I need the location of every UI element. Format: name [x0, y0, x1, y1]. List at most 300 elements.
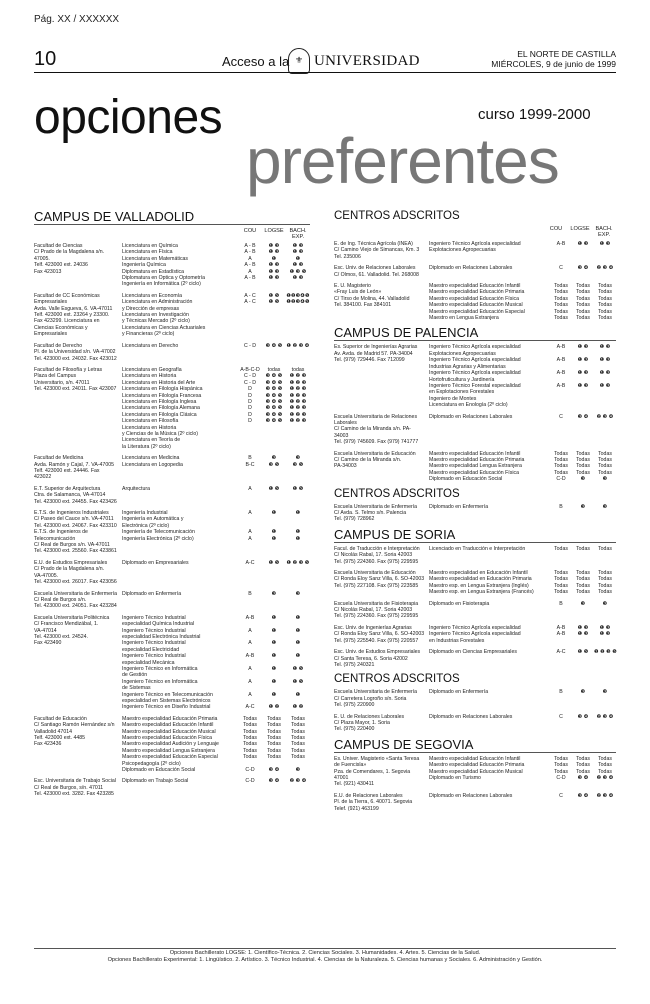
- center-line: E. U. de Relaciones Laborales: [334, 713, 405, 720]
- logse-options: ❸ ❺: [268, 461, 280, 468]
- center-line: PA-34003: [334, 463, 357, 470]
- degree-row: [429, 546, 616, 552]
- degree-name: Licenciatura en Filología Clásica: [122, 411, 197, 418]
- logse-options: ❶ ❸: [577, 382, 589, 389]
- bach-options: ❶ ❷ ❸: [289, 418, 307, 425]
- logse-options: ❶ ❸: [577, 241, 589, 247]
- degree-list: [122, 560, 310, 586]
- degree-name: Maestro especialidad Educación Infantil: [429, 755, 521, 762]
- degree-name: y Técnicas Mercado (2º ciclo): [122, 318, 190, 325]
- center-line: Facultad de Derecho: [34, 342, 83, 349]
- bach-options: ❶ ❸: [599, 631, 611, 638]
- logse-options: Todas: [576, 469, 590, 476]
- cou-options: A-B: [556, 344, 566, 351]
- list-soria: [334, 546, 616, 669]
- center-entry: [334, 689, 616, 708]
- degree-name: Maestro especialidad Educación Física: [122, 735, 212, 742]
- logse-options: ❶ ❸: [268, 243, 280, 249]
- center-line: Tel. 423000 ext. 3282. Fax 423285: [34, 791, 114, 798]
- cou-options: Todas: [243, 741, 257, 748]
- degree-name: Diplomado en Relaciones Laborales: [429, 792, 513, 799]
- bach-options: ❶: [295, 614, 301, 621]
- center-line: Es. Univer. Magisterio «Santa Teresa: [334, 755, 420, 762]
- center-line: Facul. de Traducción e Interpretación: [334, 545, 420, 552]
- center-line: Facultad de Educación: [34, 715, 87, 722]
- degree-name: Licenciatura en Geografía: [122, 366, 182, 373]
- degree-name: Maestro especialidad en Educación Infantil: [429, 570, 528, 577]
- center-line: Telf. 423000 ext. 24036: [34, 262, 88, 269]
- center-entry: [334, 414, 616, 446]
- cou-options: B: [248, 455, 252, 462]
- degree-name: Ingeniería Electrónica (2º ciclo): [122, 535, 194, 542]
- cou-options: A-B: [556, 241, 566, 247]
- cou-options: C - D: [243, 379, 257, 386]
- degree-list: [122, 591, 310, 610]
- bach-options: ❶ ❷: [292, 704, 304, 711]
- cou-options: C-D: [245, 767, 255, 774]
- degree-name: Licenciatura en Química: [122, 243, 178, 249]
- logse-options: Todas: [576, 315, 590, 322]
- bach-options: ❶ ❷ ❸: [289, 398, 307, 405]
- cou-options: Todas: [554, 589, 568, 596]
- bach-options: ❶ ❸: [599, 357, 611, 364]
- logse-options: ❶ ❸: [577, 370, 589, 377]
- degree-name: Maestro especialidad en Educación Primaria: [429, 576, 532, 583]
- section-adscritos-valladolid: CENTROS ADSCRITOS: [334, 210, 460, 222]
- center-line: C/ Ronda Eloy Sanz Villa, 6. SO-42003: [334, 576, 425, 583]
- degree-name: Maestro en Lengua Extranjera: [429, 315, 499, 322]
- center-info: [334, 689, 429, 708]
- center-info: [334, 241, 429, 260]
- cou-options: D: [248, 398, 252, 405]
- logse-options: Todas: [576, 768, 590, 775]
- bach-options: ❸: [602, 503, 608, 510]
- center-line: Avda. Valle Esgueva, 6. VA-47011: [34, 305, 113, 312]
- cou-options: A - B: [244, 243, 256, 249]
- cou-options: [238, 281, 262, 287]
- logse-options: Todas: [576, 576, 590, 583]
- degree-name: Maestro especialidad Educación Primaria: [122, 715, 218, 722]
- bach-options: Todas: [291, 741, 305, 748]
- degree-row: [429, 689, 616, 695]
- bach-options: Todas: [291, 722, 305, 729]
- degree-name: Diplomado en Fisioterapia: [429, 600, 490, 607]
- center-line: Telf. 423000 ext. 23264 y 23300.: [34, 312, 110, 319]
- logse-options: Todas: [576, 289, 590, 296]
- cou-options: B: [248, 590, 252, 597]
- degree-name: Ingeniero Técnico Agrícola especialidad: [429, 624, 521, 631]
- bach-options: ❶: [295, 255, 301, 262]
- bach-options: ❸: [602, 476, 608, 483]
- center-line: Tel. 423000 ext. 26017. Fax 423056: [34, 579, 117, 586]
- bach-options: Todas: [598, 289, 612, 296]
- degree-name: Licenciatura en Física: [122, 249, 173, 256]
- center-entry: [34, 778, 310, 797]
- cou-options: Todas: [554, 755, 568, 762]
- degree-list: [429, 504, 616, 523]
- center-line: Escuela Universitaria de Enfermería: [34, 590, 118, 597]
- logse-options: ❸ ❹ ❺: [265, 342, 283, 349]
- center-line: Tel. (975) 227108. Fax (975) 223585: [334, 582, 419, 589]
- degree-list: [429, 451, 616, 483]
- cou-options: B: [559, 503, 563, 510]
- cou-options: D: [248, 405, 252, 412]
- cou-options: Todas: [554, 302, 568, 309]
- logse-options: Todas: [576, 302, 590, 309]
- center-line: Tel. 423000 ext. 24032. Fax 423012: [34, 355, 117, 362]
- center-entry: [34, 343, 310, 362]
- center-line: Universitario, s/n. 47011: [34, 379, 90, 386]
- center-info: [34, 615, 122, 711]
- center-info: [334, 625, 429, 644]
- degree-name: Licenciatura en Teoría de: [122, 437, 181, 444]
- bach-options: [286, 281, 310, 287]
- cou-options: C: [559, 713, 563, 720]
- cou-options: Todas: [554, 289, 568, 296]
- bach-options: ❷ ❸ ❹: [596, 792, 614, 799]
- degree-name: Diplomado en Enfermería: [429, 689, 489, 696]
- center-line: Ctra. de Salamanca, VA-47014: [34, 492, 106, 499]
- degree-list: [429, 241, 616, 260]
- bach-options: Todas: [598, 576, 612, 583]
- center-line: Escuela Universitaria de Relaciones: [334, 413, 418, 420]
- cou-options: A-B: [245, 653, 255, 660]
- degree-row: [429, 315, 616, 321]
- degree-name: Licenciatura en Enología (2º ciclo): [429, 402, 508, 409]
- logse-options: ❸: [271, 455, 277, 462]
- degree-name: Ingeniero Técnico Industrial: [122, 614, 186, 621]
- bach-options: ❶❷❸❹❺: [286, 292, 310, 299]
- bach-options: Todas: [598, 469, 612, 476]
- degree-name: Licenciatura en Ciencias Actuariales: [122, 324, 206, 331]
- title-line1: opciones: [34, 91, 223, 144]
- cou-options: A: [248, 510, 252, 517]
- bach-options: ❸: [602, 600, 608, 607]
- list-segovia: [334, 756, 616, 812]
- center-info: [34, 343, 122, 362]
- degree-row: [429, 793, 616, 799]
- top-rule: [34, 72, 616, 73]
- degree-row: [429, 714, 616, 720]
- logse-options: ❸ ❹: [577, 413, 589, 420]
- degree-name: en Industrias Forestales: [429, 637, 485, 644]
- center-line: Tel. (975) 224360. Fax (975) 229595: [334, 558, 419, 565]
- cou-options: A: [248, 268, 252, 275]
- logse-options: ❸ ❹: [268, 778, 280, 785]
- degree-name: Maestro especialidad Educación Infantil: [429, 283, 521, 290]
- degree-name: Ingeniero Técnico Agrícola especialidad: [429, 357, 521, 364]
- section-soria: CAMPUS DE SORIA: [334, 528, 616, 543]
- center-line: C/ Paseo del Cauce s/n. VA-47011: [34, 516, 114, 523]
- bach-options: ❶❷❸❹❺: [286, 299, 310, 306]
- center-entry: [334, 283, 616, 321]
- center-info: [334, 265, 429, 278]
- degree-list: [429, 601, 616, 620]
- logse-options: Todas: [576, 589, 590, 596]
- bach-options: ❶: [295, 691, 301, 698]
- degree-list: [429, 344, 616, 408]
- cou-options: A - C: [244, 292, 256, 299]
- logse-options: ❸: [580, 476, 586, 483]
- center-entry: [334, 756, 616, 788]
- degree-name: y Ciencias de la Música (2º ciclo): [122, 430, 198, 437]
- center-entry: [34, 455, 310, 481]
- center-line: E.U. de Relaciones Laborales: [334, 792, 403, 799]
- center-line: VA-47014: [34, 627, 57, 634]
- center-info: [34, 243, 122, 288]
- degree-name: Licenciatura en Derecho: [122, 342, 179, 349]
- degree-name: Diplomado en Enfermería: [122, 590, 182, 597]
- logse-options: ❶ ❸: [577, 357, 589, 364]
- col-bach: BACH. EXP.: [595, 226, 613, 238]
- logse-options: Todas: [576, 295, 590, 302]
- bach-options: ❶: [295, 627, 301, 634]
- center-line: C/ Prado de la Magdalena s/n.: [34, 566, 105, 573]
- logse-options: [262, 281, 286, 287]
- center-entry: [334, 504, 616, 523]
- bach-options: [286, 444, 310, 450]
- title-line2: preferentes: [246, 125, 559, 197]
- center-line: Fax 423013: [34, 268, 62, 275]
- center-line: E.T. Superior de Arquitectura: [34, 485, 101, 492]
- degree-name: Licenciatura en Filología Hispánica: [122, 386, 203, 393]
- bach-options: ❷ ❸ ❹: [596, 774, 614, 781]
- center-line: C/ Carretera Logroño s/n. Soria: [334, 695, 407, 702]
- logse-options: ❶: [271, 255, 277, 262]
- logse-options: Todas: [267, 754, 281, 761]
- degree-name: especialidad Mecánica: [122, 659, 175, 666]
- center-line: C/ Camino de la Miranda s/n. PA-34003: [334, 426, 411, 439]
- logse-options: ❶ ❸: [268, 268, 280, 275]
- cou-options: Todas: [554, 545, 568, 552]
- center-line: Escuela Universitaria Politécnica: [34, 614, 110, 621]
- bach-options: ❶: [295, 653, 301, 660]
- logse-options: Todas: [576, 463, 590, 470]
- center-line: Facultad de CC Económicas: [34, 292, 100, 299]
- center-line: Tel. (979) 745609. Fax (979) 741777: [334, 439, 419, 446]
- cou-options: C - D: [243, 342, 257, 349]
- cou-options: Todas: [243, 715, 257, 722]
- logse-options: Todas: [576, 456, 590, 463]
- cou-options: B-C: [245, 461, 255, 468]
- degree-list: [429, 283, 616, 321]
- bach-options: ❶ ❷ ❸: [289, 379, 307, 386]
- degree-name: Licenciatura en Investigación: [122, 312, 189, 319]
- bach-options: Todas: [291, 747, 305, 754]
- logse-options: [262, 444, 286, 450]
- bach-options: ❷ ❸ ❹: [596, 713, 614, 720]
- center-line: C/ Nicolás Rabal, 17. Soria 42003: [334, 607, 413, 614]
- degree-name: Ingeniero Técnico Forestal especialidad: [429, 382, 521, 389]
- bach-options: Todas: [598, 456, 612, 463]
- footer-experimental: Opciones Bachillerato Experimental: 1. Lingüístico. 2. Artístico. 3. Técnico Industrial. 4. Ciencias de la Naturaleza. 5. Ciencias humanas y Sociales. 6. Administración y Gestión.: [107, 957, 543, 963]
- degree-name: Diplomado en Relaciones Laborales: [429, 713, 513, 720]
- cou-options: C - D: [243, 373, 257, 380]
- center-line: C/ Olmos, 61. Valladolid. Tel. 268008: [334, 271, 419, 278]
- center-info: [334, 649, 429, 668]
- degree-name: Maestro especialidad Educación Especial: [429, 308, 525, 315]
- degree-name: especialidad Electricidad: [122, 646, 180, 653]
- degree-name: Maestro esp. en Lengua Extranjera (Inglés): [429, 582, 529, 589]
- cou-options: A-B: [556, 370, 566, 377]
- bach-options: ❶ ❸: [292, 262, 304, 269]
- logse-options: ❶: [271, 614, 277, 621]
- degree-name: Diplomatura en Óptica y Optometría: [122, 275, 206, 282]
- degree-name: Licenciatura en Logopedia: [122, 461, 183, 468]
- center-info: [334, 714, 429, 733]
- logse-options: ❸ ❹ ❺: [265, 411, 283, 418]
- cou-options: Todas: [554, 308, 568, 315]
- degree-row: [122, 343, 310, 349]
- center-line: Fax 423436: [34, 741, 62, 748]
- degree-name: Explotaciones Agropecuarias: [429, 247, 496, 254]
- bach-options: ❶ ❷ ❸ ❹: [286, 342, 310, 349]
- degree-name: Licenciatura en Medicina: [122, 455, 180, 462]
- cou-options: A: [248, 678, 252, 685]
- degree-list: [122, 343, 310, 362]
- bottom-rule: [34, 948, 616, 949]
- center-info: [334, 756, 429, 788]
- center-line: Tel. 235006: [334, 253, 361, 260]
- course-label: curso 1999-2000: [478, 106, 591, 123]
- degree-name: especialidad Química Industrial: [122, 621, 195, 628]
- center-entry: [34, 243, 310, 288]
- degree-row: [429, 775, 616, 781]
- degree-name: Ingeniero Técnico Agrícola especialidad: [429, 241, 521, 247]
- cou-options: A - B: [244, 275, 256, 282]
- list-adscritos-valladolid: [334, 241, 616, 321]
- degree-list: [122, 615, 310, 711]
- center-line: Tel. 423000 ext. 25560. Fax 423861: [34, 548, 117, 555]
- cou-options: B: [559, 600, 563, 607]
- logse-options: ❸ ❹: [577, 774, 589, 781]
- left-column: [34, 208, 310, 803]
- center-line: 47005.: [34, 255, 50, 262]
- degree-row: [429, 265, 616, 271]
- degree-row: [429, 476, 616, 482]
- degree-name: Diplomado en Ciencias Empresariales: [429, 649, 517, 656]
- degree-row: [122, 486, 310, 492]
- cou-options: D: [248, 418, 252, 425]
- center-line: Tel. 384100. Fax 384101: [334, 302, 392, 309]
- cou-options: A: [248, 691, 252, 698]
- center-line: Tel. 423000 ext. 24011. Fax 423007: [34, 386, 117, 393]
- logse-options: ❶: [271, 691, 277, 698]
- logse-options: Todas: [267, 747, 281, 754]
- degree-name: Licenciatura en Filosofía: [122, 418, 179, 425]
- center-line: C/ Ronda Eloy Sanz Villa, 6. SO-42003: [334, 631, 425, 638]
- bach-options: Todas: [598, 762, 612, 769]
- logse-options: ❶: [271, 535, 277, 542]
- cou-options: Todas: [554, 456, 568, 463]
- center-line: Tel. (979) 728962: [334, 516, 375, 523]
- logse-options: [572, 402, 594, 408]
- center-entry: [34, 591, 310, 610]
- degree-name: Ingeniería Industrial: [122, 510, 168, 517]
- degree-row: [122, 444, 310, 450]
- logse-options: ❶ ❸: [268, 249, 280, 256]
- degree-name: Ingeniero Técnico Agrícola especialidad: [429, 370, 521, 377]
- degree-name: Licenciatura en Filología Francesa: [122, 392, 202, 399]
- logse-options: ❶: [271, 678, 277, 685]
- logse-options: Todas: [267, 722, 281, 729]
- degree-row: [122, 281, 310, 287]
- degree-name: Maestro especialidad Educación Primaria: [429, 456, 525, 463]
- degree-row: [122, 704, 310, 710]
- center-entry: [34, 510, 310, 555]
- center-line: Esc. Univ. de Ingenierías Agrarias: [334, 624, 412, 631]
- degree-list: [122, 778, 310, 797]
- degree-row: [429, 402, 616, 408]
- center-line: Tel. 423000 ext. 24455. Fax 423426: [34, 498, 117, 505]
- degree-list: [122, 716, 310, 774]
- logse-options: Todas: [267, 735, 281, 742]
- cou-options: Todas: [554, 315, 568, 322]
- center-line: Telf. 423000 ext. 4485: [34, 735, 86, 742]
- cou-options: A-C: [245, 559, 255, 566]
- center-line: Escuela Universitaria de Fisioterapia: [334, 600, 419, 607]
- degree-name: Ingeniero Técnico Industrial: [122, 653, 186, 660]
- bach-options: todas: [291, 366, 305, 373]
- degree-name: Ingeniería en Informática (2º ciclo): [122, 281, 201, 288]
- degree-list: [122, 455, 310, 481]
- center-line: Valladolid 47014: [34, 728, 72, 735]
- degree-name: Licenciado en Traducción e Interpretación: [429, 545, 526, 552]
- footer-logse: Opciones Bachillerato LOGSE: 1. Científico-Técnica. 2. Ciencias Sociales. 3. Humanidades. 4. Artes. 5. Ciencias de la Salud.: [169, 950, 481, 956]
- bach-options: Todas: [598, 589, 612, 596]
- logse-options: ❶: [271, 640, 277, 647]
- bach-options: ❶ ❺: [292, 485, 304, 492]
- logse-options: Todas: [267, 715, 281, 722]
- center-entry: [34, 716, 310, 774]
- degree-name: Maestro especialidad Educación Musical: [429, 768, 523, 775]
- list-adscritos-palencia: [334, 504, 616, 523]
- cou-options: A-B: [556, 631, 566, 638]
- cou-options: A: [248, 665, 252, 672]
- degree-name: Industrias Agrarias y Alimentarias: [429, 363, 506, 370]
- degree-name: Maestro especialidad Audición y Lenguaje: [122, 741, 219, 748]
- center-line: Empresariales: [34, 299, 68, 306]
- logse-options: ❸: [580, 689, 586, 696]
- logse-options: Todas: [267, 728, 281, 735]
- center-entry: [334, 625, 616, 644]
- center-entry: [334, 344, 616, 408]
- degree-name: Diplomatura en Estadística: [122, 268, 184, 275]
- column-headers-right: [334, 226, 616, 238]
- degree-name: Ingeniero Técnico en Informática: [122, 678, 198, 685]
- degree-row: [122, 778, 310, 784]
- right-column: [334, 208, 616, 817]
- logse-options: ❶ ❸: [268, 275, 280, 282]
- cou-options: D: [248, 386, 252, 393]
- center-entry: [34, 615, 310, 711]
- bach-options: Todas: [598, 283, 612, 290]
- col-logse: LOGSE: [264, 228, 284, 234]
- degree-row: [122, 331, 310, 337]
- degree-name: Ingeniería Química: [122, 262, 166, 269]
- degree-name: Maestro especialidad Educación Primaria: [429, 762, 525, 769]
- center-line: C/ Prado de la Magdalena s/n.: [34, 249, 105, 256]
- degree-name: Ingeniero Técnico Agrícola especialidad: [429, 631, 521, 638]
- degree-name: y Financieras (2º ciclo): [122, 331, 175, 338]
- degree-list: [122, 243, 310, 288]
- center-line: C/ Tirso de Molina, 44. Valladolid: [334, 295, 410, 302]
- center-info: [34, 367, 122, 450]
- center-line: C/ Real de Burgos s/n.: [34, 596, 87, 603]
- bach-options: [594, 247, 616, 253]
- degree-name: Ingeniero Técnico en Informática: [122, 665, 198, 672]
- logse-options: ❸ ❹ ❺: [265, 398, 283, 405]
